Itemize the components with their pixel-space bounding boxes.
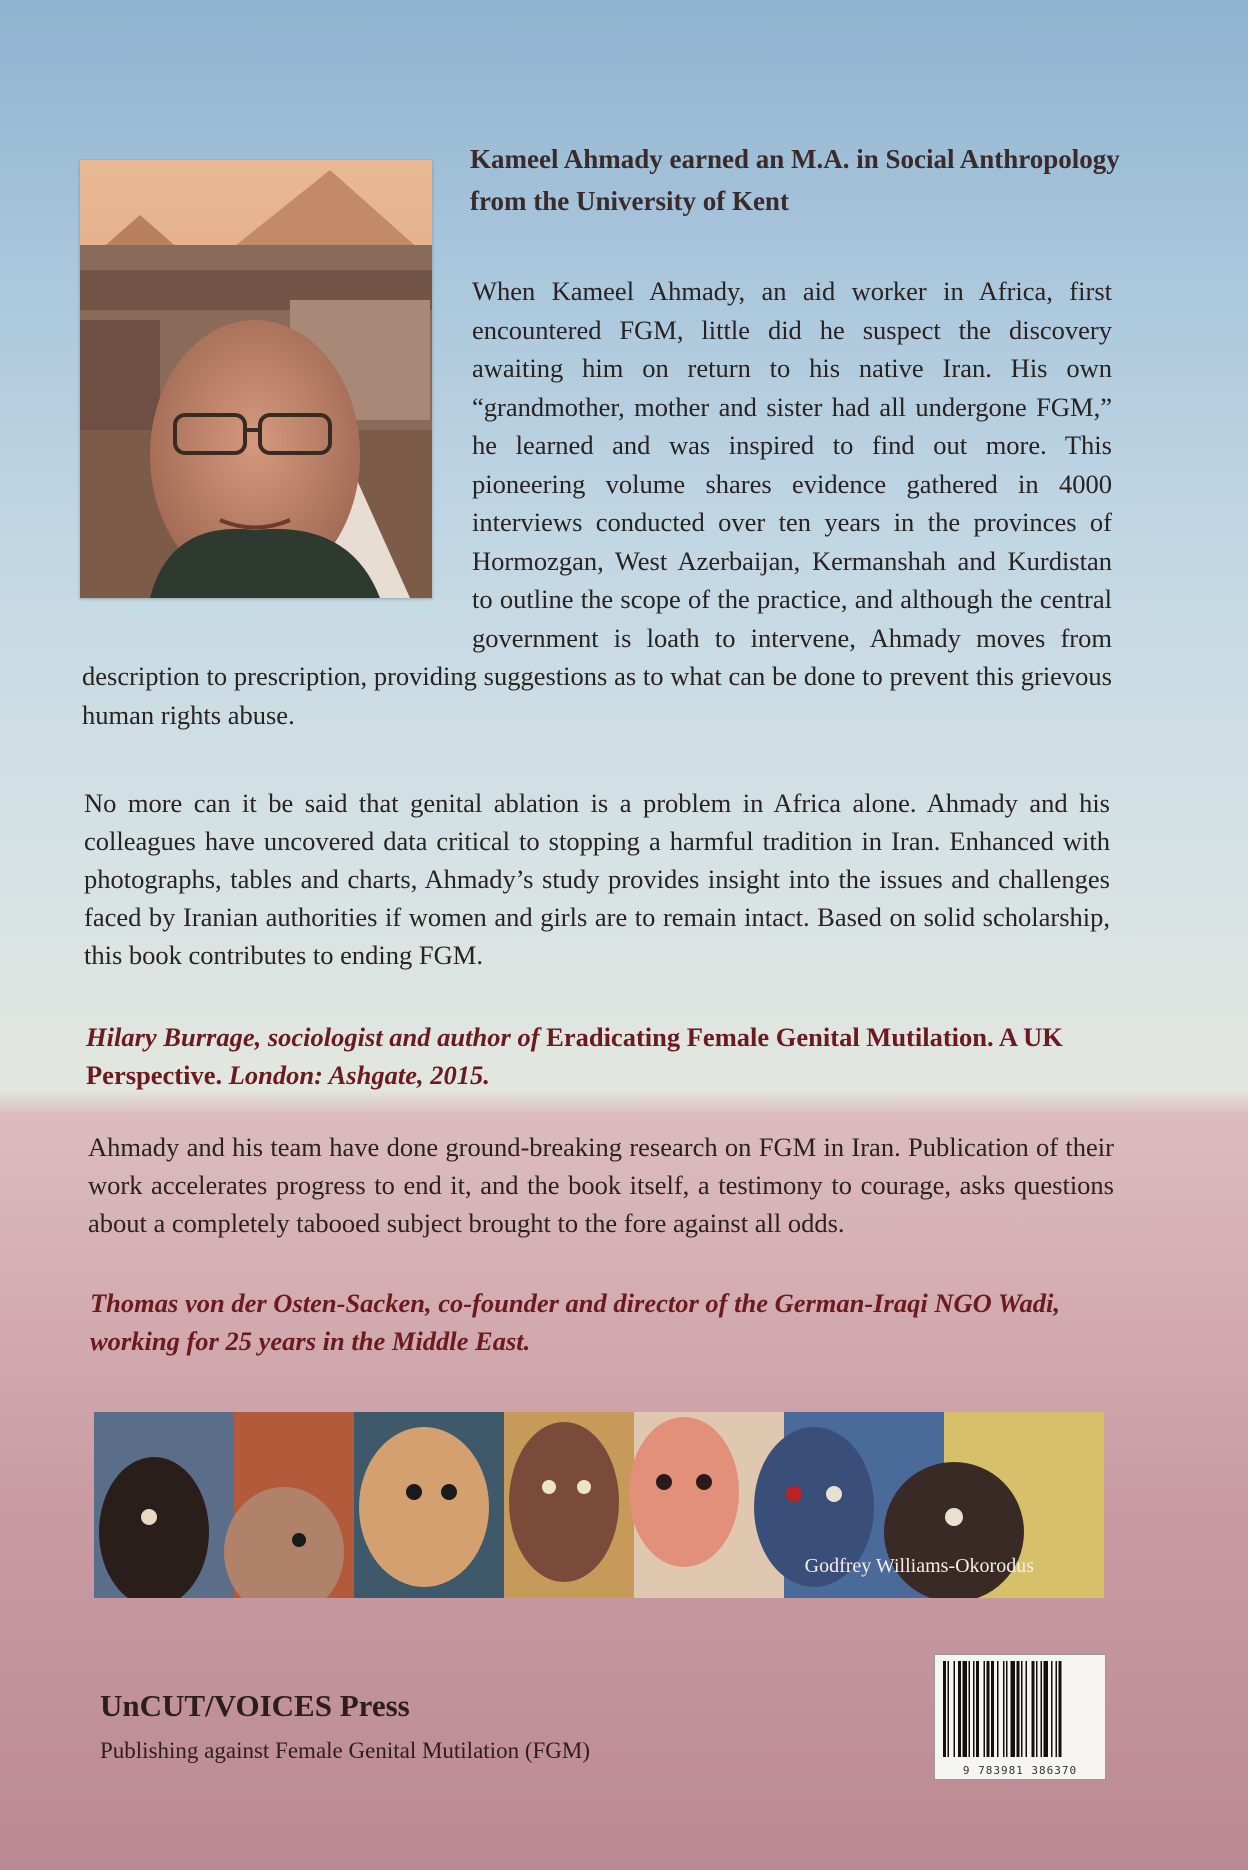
book-description	[82, 272, 1112, 734]
artwork-banner	[94, 1412, 1104, 1598]
isbn-number: 9 783981 386370	[962, 1764, 1078, 1777]
artwork-credit: Godfrey Williams-Okorodus	[804, 1555, 1034, 1577]
review-2-attribution: Thomas von der Osten-Sacken, co-founder and director of the German-Iraqi NGO Wadi, working for 25 years in the Middle East.	[90, 1288, 1060, 1356]
publisher-name: UnCUT/VOICES Press	[100, 1688, 410, 1723]
review-1-attribution-lead: Hilary Burrage, sociologist and author of	[86, 1022, 540, 1052]
review-2-text: Ahmady and his team have done ground-breaking research on FGM in Iran. Publication of their work accelerates progress to end it, and the book itself, a testimony to courage, asks questions about a completely tabooed subject brought to the fore against all odds.	[88, 1132, 1114, 1238]
review-1-attribution	[86, 1018, 1116, 1094]
author-credentials-heading: Kameel Ahmady earned an M.A. in Social Anthropology from the University of Kent	[470, 144, 1120, 216]
publisher-tagline: Publishing against Female Genital Mutilation (FGM)	[100, 1738, 590, 1763]
barcode-bars	[935, 1655, 1105, 1763]
book-description-text: When Kameel Ahmady, an aid worker in Africa, first encountered FGM, little did he suspect the discovery awaiting him on return to his native Iran. His own “grandmother, mother and sister had all undergone FGM,” he learned and was inspired to find out more. This pioneering volume shares evidence gathered in 4000 interviews conducted over ten years in the provinces of Hormozgan, West Azerbaijan, Kermanshah and Kurdistan to outline the scope of the practice, and although the central government is loath to intervene, Ahmady moves from description to prescription, providing suggestions as to what can be done to prevent this grievous human rights abuse.	[82, 276, 1112, 730]
review-1-book-title: Eradicating Female Genital Mutilation. A UK Perspective.	[86, 1022, 1063, 1090]
review-1-attribution-tail: London: Ashgate, 2015.	[228, 1060, 490, 1090]
painted-face-3	[359, 1427, 489, 1587]
review-1-text: No more can it be said that genital ablation is a problem in Africa alone. Ahmady and his colleagues have uncovered data critical to stopping a harmful tradition in Iran. Enhanced with photographs, tables and charts, Ahmady’s study provides insight into the issues and challenges faced by Iranian authorities if women and girls are to remain intact. Based on solid scholarship, this book contributes to ending FGM.	[84, 788, 1110, 970]
isbn-barcode	[934, 1654, 1106, 1780]
painted-face-5	[629, 1417, 739, 1567]
painted-face-4	[509, 1422, 619, 1582]
